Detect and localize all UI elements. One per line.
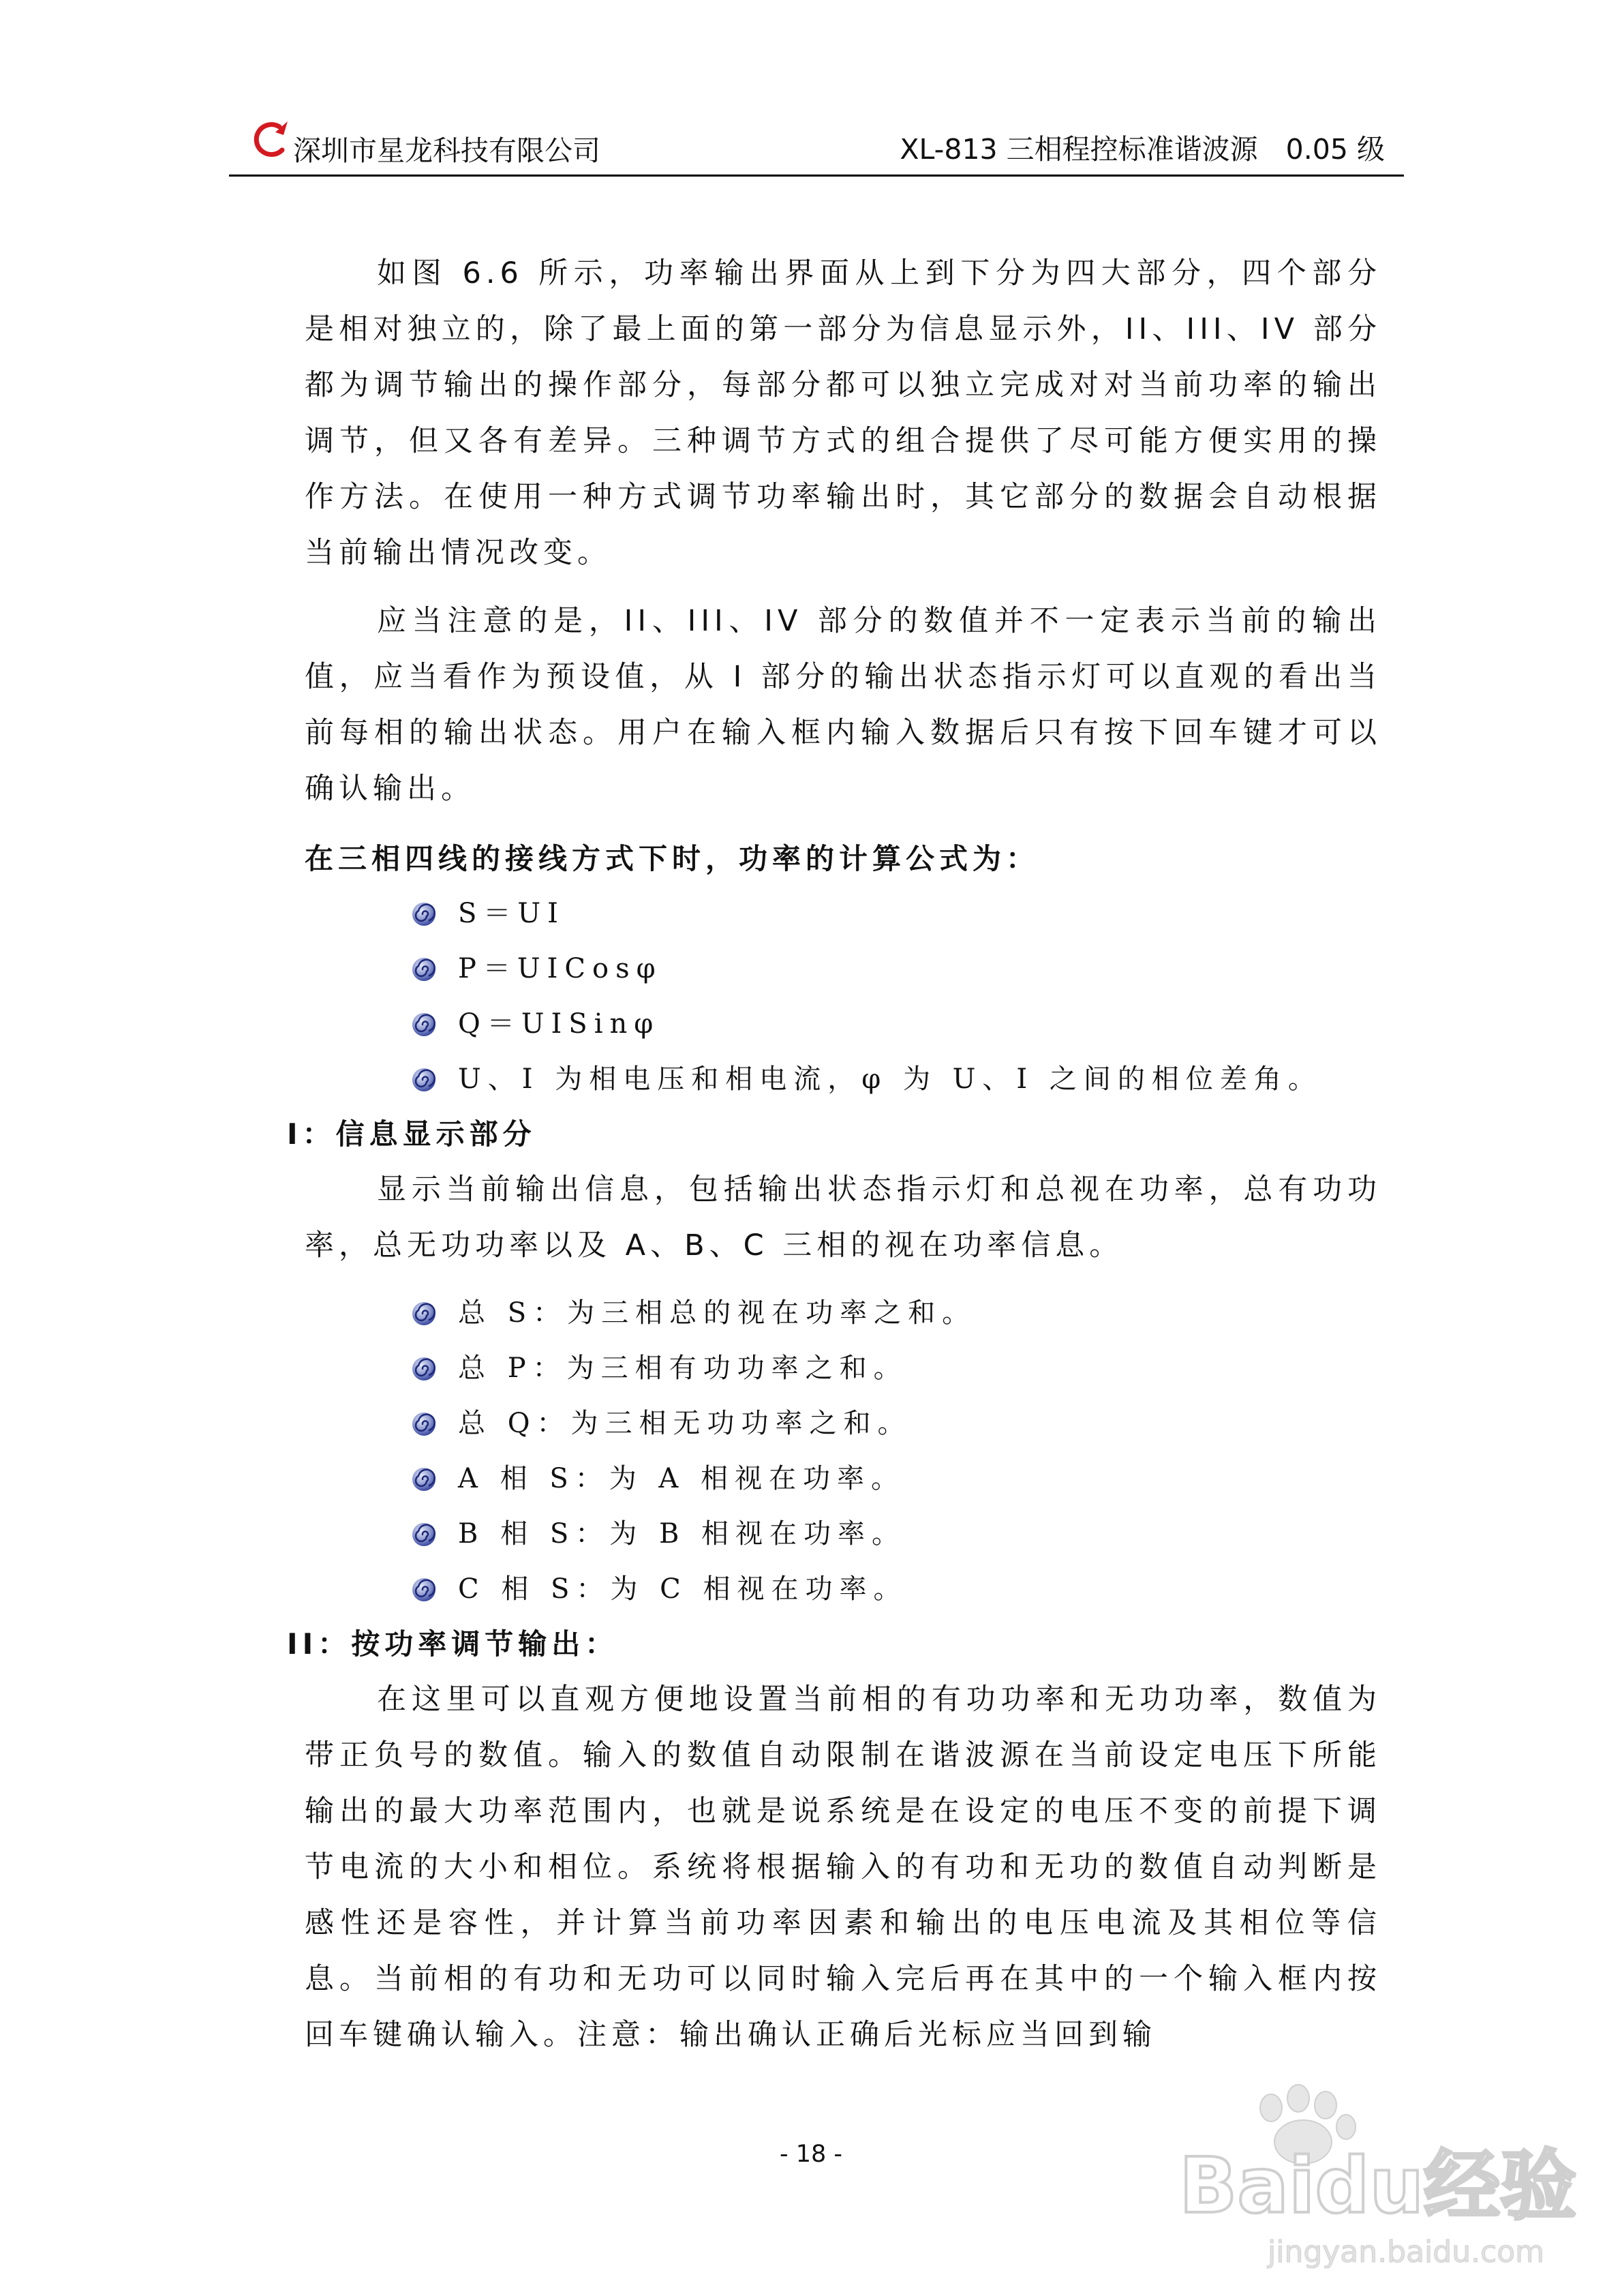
- paragraph-intro: 如图 6.6 所示，功率输出界面从上到下分为四大部分，四个部分是相对独立的，除了最上面的第一部分为信息显示外，II、III、IV 部分都为调节输出的操作部分，每部分都可以独立完成对对当前功率的输出调节，但又各有差异。三种调节方式的组合提供了尽可能方便实用的操作方法。在使用一种方式调节功率输出时，其它部分的数据会自动根据当前输出情况改变。: [305, 256, 1381, 570]
- list-item: 总 Q：为三相无功功率之和。: [410, 1396, 1381, 1451]
- bullet-swirl-icon: [410, 1521, 438, 1548]
- list-item: 总 S：为三相总的视在功率之和。: [410, 1286, 1381, 1341]
- bullet-swirl-icon: [410, 1466, 438, 1493]
- bullet-swirl-icon: [410, 901, 438, 928]
- list-item: U、I 为相电压和相电流，φ 为 U、I 之间的相位差角。: [410, 1052, 1381, 1107]
- bullet-swirl-icon: [410, 1066, 438, 1093]
- section1-text: 显示当前输出信息，包括输出状态指示灯和总视在功率，总有功功率，总无功功率以及 A、B、C 三相的视在功率信息。: [305, 1173, 1381, 1263]
- bullet-swirl-icon: [410, 1300, 438, 1327]
- paragraph-note: 应当注意的是，II、III、IV 部分的数值并不一定表示当前的输出值，应当看作为预设值，从 I 部分的输出状态指示灯可以直观的看出当前每相的输出状态。用户在输入框内输入数据后只有按下回车键才可以确认输出。: [305, 604, 1381, 806]
- page-header: [229, 120, 1404, 175]
- formula-list: [305, 886, 1381, 1107]
- bullet-swirl-icon: [410, 1410, 438, 1438]
- section1-list: [305, 1286, 1381, 1617]
- formula-heading: 在三相四线的接线方式下时，功率的计算公式为：: [305, 842, 1040, 875]
- bullet-swirl-icon: [410, 1011, 438, 1038]
- watermark-brand: Baidu经验: [1179, 2142, 1577, 2231]
- company-name: 深圳市星龙科技有限公司: [293, 134, 600, 167]
- section2-text: 在这里可以直观方便地设置当前相的有功功率和无功功率，数值为带正负号的数值。输入的数值自动限制在谐波源在当前设定电压下所能输出的最大功率范围内，也就是说系统是在设定的电压不变的前提下调节电流的大小和相位。系统将根据输入的有功和无功的数值自动判断是感性还是容性，并计算当前功率因素和输出的电压电流及其相位等信息。当前相的有功和无功可以同时输入完后再在其中的一个输入框内按回车键确认输入。注意：输出确认正确后光标应当回到输: [305, 1682, 1381, 2052]
- baidu-paw-icon: [1159, 2072, 1577, 2277]
- bullet-swirl-icon: [410, 1355, 438, 1383]
- page-content: [287, 245, 1381, 2063]
- page-number: - 18 -: [779, 2141, 843, 2168]
- list-item: Q＝UISinφ: [410, 997, 1381, 1052]
- document-model-title: XL-813 三相程控标准谐波源 0.05 级: [900, 133, 1385, 166]
- list-item: B 相 S：为 B 相视在功率。: [410, 1507, 1381, 1562]
- bullet-swirl-icon: [410, 1576, 438, 1603]
- company-logo-icon: [252, 120, 289, 161]
- section2-heading: II：按功率调节输出：: [287, 1627, 619, 1661]
- list-item: S＝UI: [410, 886, 1381, 941]
- list-item: 总 P：为三相有功功率之和。: [410, 1341, 1381, 1396]
- header-rule: [229, 175, 1404, 177]
- section1-heading: I：信息显示部分: [287, 1117, 536, 1151]
- list-item: C 相 S：为 C 相视在功率。: [410, 1562, 1381, 1617]
- list-item: P＝UICosφ: [410, 941, 1381, 997]
- baidu-watermark: [1159, 2072, 1577, 2277]
- watermark-url: jingyan.baidu.com: [1268, 2235, 1545, 2269]
- list-item: A 相 S：为 A 相视在功率。: [410, 1451, 1381, 1507]
- bullet-swirl-icon: [410, 956, 438, 983]
